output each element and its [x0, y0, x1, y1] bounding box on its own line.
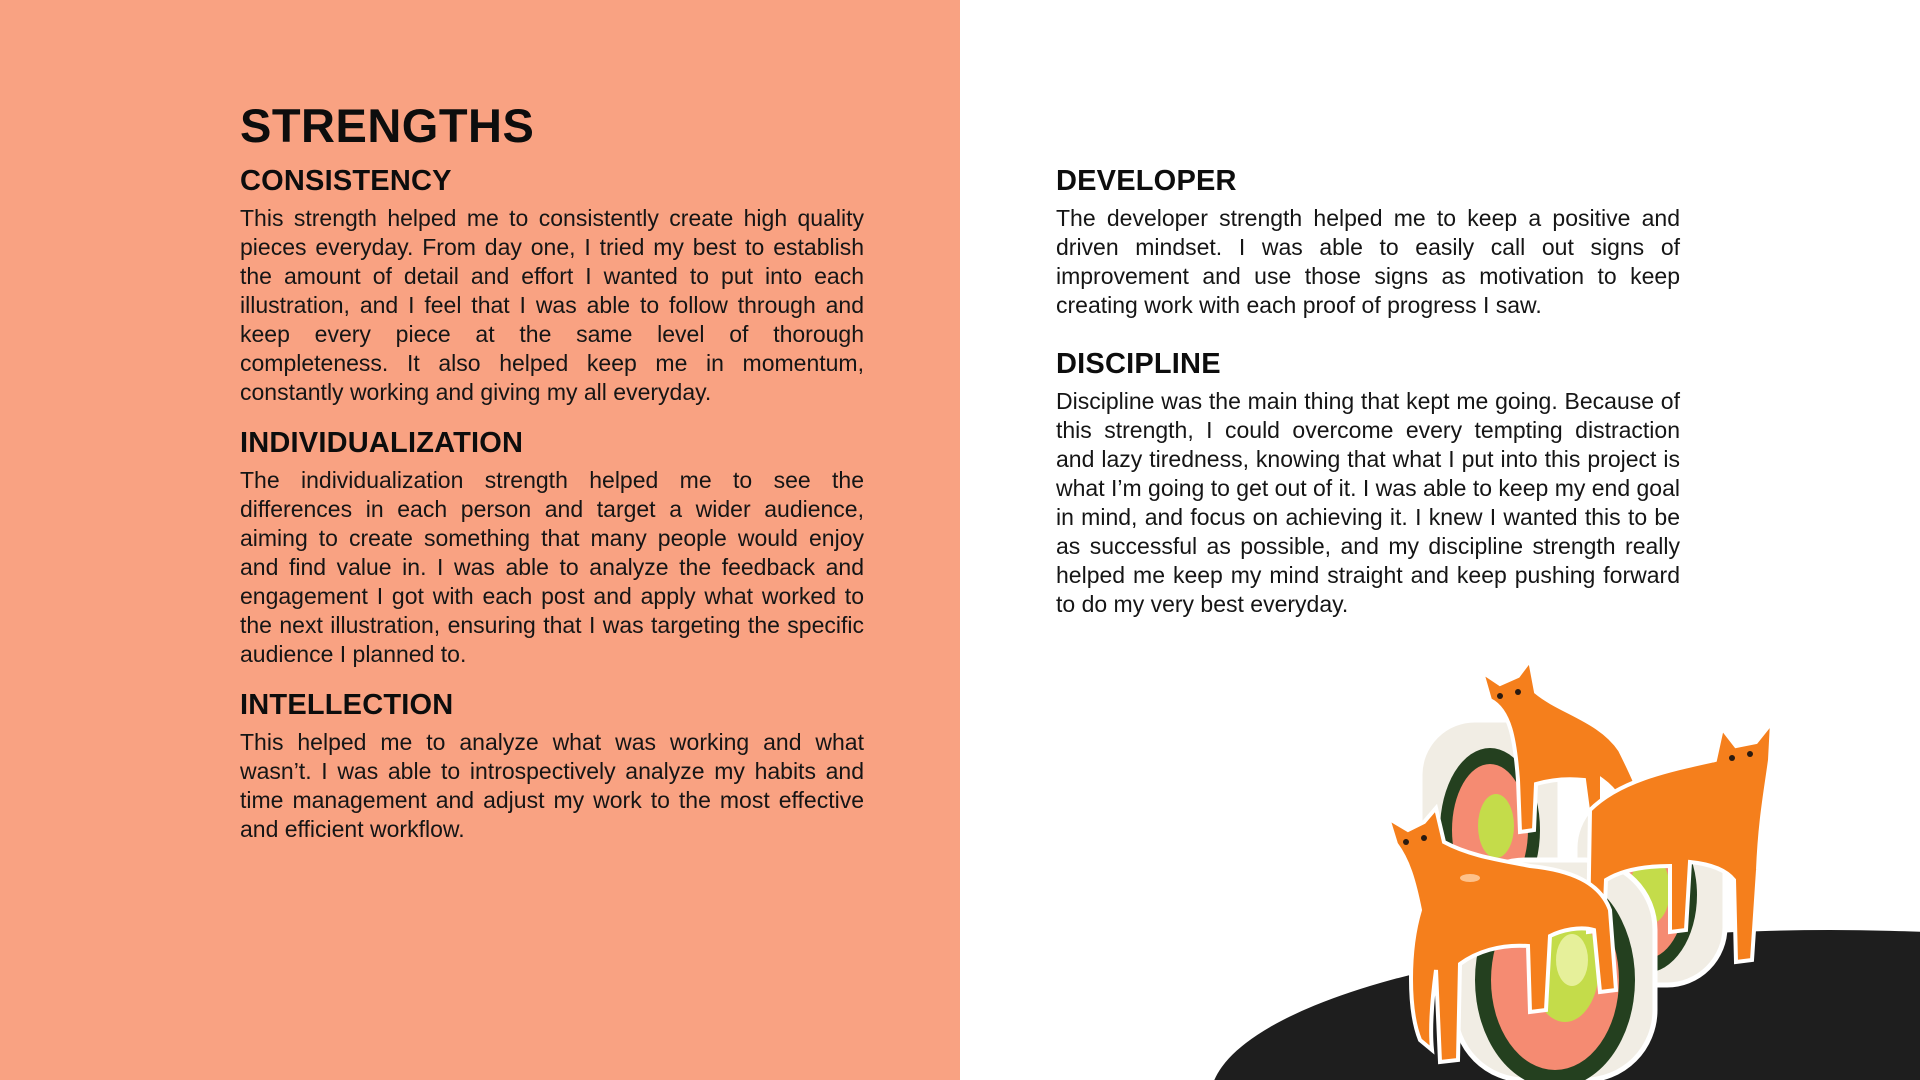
section-heading: DISCIPLINE — [1056, 348, 1221, 380]
section-individualization — [240, 427, 864, 669]
section-body: The developer strength helped me to keep a positive and driven mindset. I was able to easily call out signs of improvement and use those signs as motivation to keep creating work with each proof of progress I saw. — [1056, 205, 1680, 318]
section-body: Discipline was the main thing that kept me going. Because of this strength, I could overcome every tempting distraction and lazy tiredness, knowing that what I put into this project is what I’m going to get out of it. I was able to keep my end goal in mind, and focus on achieving it. I knew I wanted this to be as successful as possible, and my discipline strength really helped me keep my mind straight and keep pushing forward to do my very best everyday. — [1056, 388, 1680, 617]
section-heading: INDIVIDUALIZATION — [240, 427, 524, 459]
section-body: This strength helped me to consistently create high quality pieces everyday. From day one, I tried my best to establish the amount of detail and effort I wanted to put into each illustration, and I feel that I was able to follow through and keep every piece at the same level of thorough completeness. It also helped keep me in momentum, constantly working and giving my all everyday. — [240, 205, 864, 405]
section-body: The individualization strength helped me to see the differences in each person and target a wider audience, aiming to create something that many people would enjoy and find value in. I was able to analyze the feedback and engagement I got with each post and apply what worked to the next illustration, ensuring that I was targeting the specific audience I planned to. — [240, 467, 864, 667]
left-column — [240, 165, 864, 864]
section-developer — [1056, 165, 1680, 320]
sushi-cats-illustration — [1170, 630, 1920, 1080]
section-consistency — [240, 165, 864, 407]
section-intellection — [240, 689, 864, 844]
section-body: This helped me to analyze what was working and what wasn’t. I was able to introspectively analyze my habits and time management and adjust my work to the most effective and efficient workflow. — [240, 729, 864, 842]
section-heading: DEVELOPER — [1056, 165, 1237, 197]
right-column — [1056, 165, 1680, 639]
section-discipline — [1056, 348, 1680, 619]
section-heading: CONSISTENCY — [240, 165, 452, 197]
page-title: STRENGTHS — [240, 99, 535, 152]
section-heading: INTELLECTION — [240, 689, 454, 721]
